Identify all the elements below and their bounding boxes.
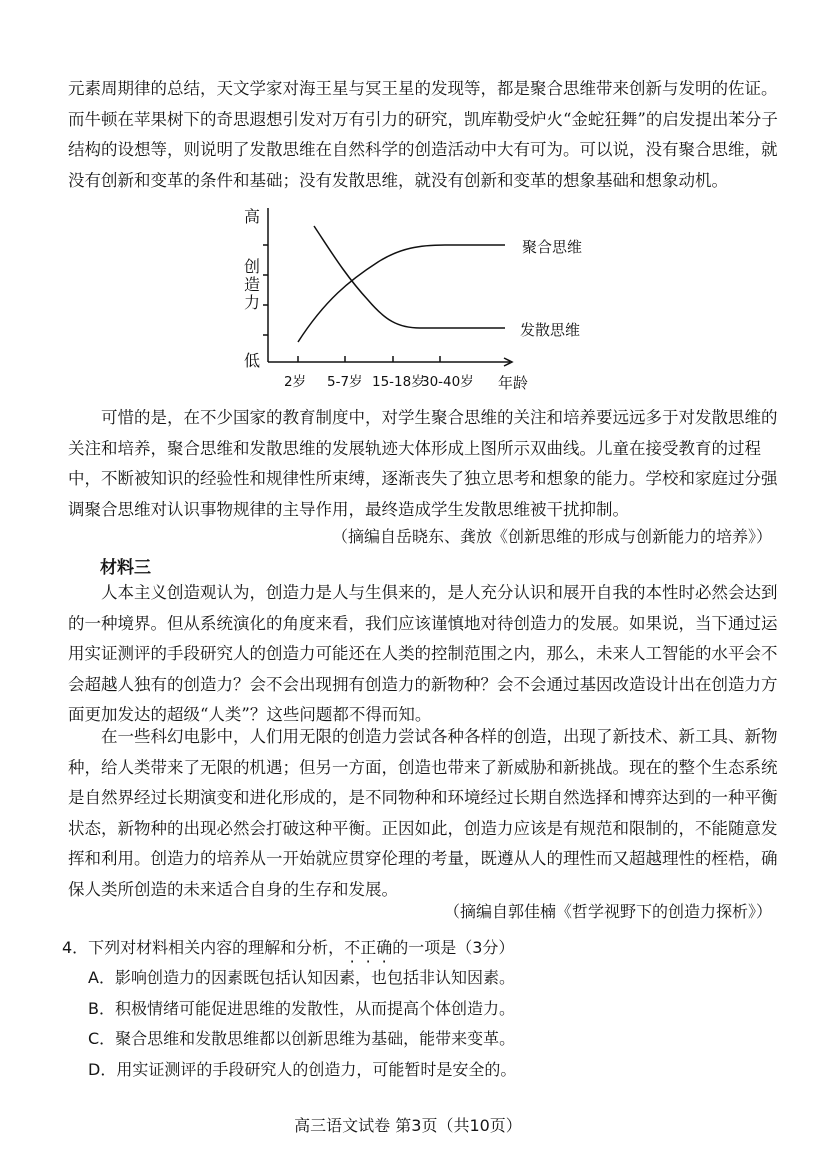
x-axis-arrow — [504, 358, 512, 366]
question-suffix: 的一项是（3分） — [392, 938, 515, 957]
x-tick-label: 30-40岁 — [421, 374, 474, 390]
x-tick-label: 15-18岁 — [372, 374, 425, 390]
paragraph-top: 元素周期律的总结，天文学家对海王星与冥王星的发现等，都是聚合思维带来创新与发明的佐证。而牛顿在苹果树下的奇思遐想引发对万有引力的研究，凯库勒受炉火“金蛇狂舞”的启发提出苯分子结构的设想等，则说明了发散思维在自然科学的创造活动中大有可为。可以说，没有聚合思维，就没有创新和变革的条件和基础；没有发散思维，就没有创新和变革的想象基础和想象动机。 — [68, 79, 778, 190]
emphasis-char: 正 — [360, 938, 377, 957]
question-4-stem — [62, 935, 514, 958]
option-d: D．用实证测评的手段研究人的创造力，可能暂时是安全的。 — [88, 1060, 517, 1079]
y-label-mid-1: 创 — [244, 257, 261, 276]
option-a: A．影响创造力的因素既包括认知因素，也包括非认知因素。 — [88, 968, 515, 987]
source-citation-3: （摘编自郭佳楠《哲学视野下的创造力探析》） — [443, 902, 772, 921]
paragraph-3b: 在一些科幻电影中，人们用无限的创造力尝试各种各样的创造，出现了新技术、新工具、新物种，给人类带来了无限的机遇；但另一方面，创造也带来了新威胁和新挑战。现在的整个生态系统是自然界经过长期演变和进化形成的，是不同物种和环境经过长期自然选择和博弈达到的一种平衡状态，新物种的出现必然会打破这种平衡。正因如此，创造力应该是有规范和限制的，不能随意发挥和利用。创造力的培养从一开始就应贯穿伦理的考量，既遵从人的理性而又超越理性的桎梏，确保人类所创造的未来适合自身的生存和发展。 — [68, 727, 778, 899]
y-label-low: 低 — [244, 351, 261, 370]
series-line-divergent — [314, 226, 505, 328]
series-label-convergent: 聚合思维 — [522, 238, 583, 256]
series-label-divergent: 发散思维 — [520, 321, 581, 339]
x-tick-label: 5-7岁 — [327, 374, 363, 390]
option-b: B．积极情绪可能促进思维的发散性，从而提高个体创造力。 — [88, 999, 515, 1018]
section-heading-material-3: 材料三 — [100, 558, 151, 578]
question-prefix: 4．下列对材料相关内容的理解和分析， — [62, 938, 345, 957]
y-label-mid-3: 力 — [244, 293, 261, 312]
emphasis-char: 确 — [376, 938, 393, 957]
option-c: C．聚合思维和发散思维都以创新思维为基础，能带来变革。 — [88, 1029, 516, 1048]
y-label-mid-2: 造 — [244, 275, 261, 294]
emphasis-char: 不 — [344, 938, 361, 957]
paragraph-2: 可惜的是，在不少国家的教育制度中，对学生聚合思维的关注和培养要远远多于对发散思维的关注和培养，聚合思维和发散思维的发展轨迹大体形成上图所示双曲线。儿童在接受教育的过程中，不断被知识的经验性和规律性所束缚，逐渐丧失了独立思考和想象的能力。学校和家庭过分强调聚合思维对认识事物规律的主导作用，最终造成学生发散思维被干扰抑制。 — [68, 408, 778, 519]
x-axis-label: 年龄 — [498, 374, 529, 392]
x-tick-label: 2岁 — [284, 374, 307, 390]
series-line-convergent — [298, 245, 505, 342]
y-label-high: 高 — [244, 207, 261, 226]
source-citation-2: （摘编自岳晓东、龚放《创新思维的形成与创新能力的培养》） — [331, 527, 772, 546]
paragraph-3a: 人本主义创造观认为，创造力是人与生俱来的，是人充分认识和展开自我的本性时必然会达到的一种境界。但从系统演化的角度来看，我们应该谨慎地对待创造力的发展。如果说，当下通过运用实证测评的手段研究人的创造力可能还在人类的控制范围之内，那么，未来人工智能的水平会不会超越人独有的创造力？会不会出现拥有创造力的新物种？会不会通过基因改造设计出在创造力方面更加发达的超级“人类”？这些问题都不得而知。 — [68, 583, 778, 724]
page-footer: 高三语文试卷 第3页（共10页） — [294, 1116, 522, 1135]
